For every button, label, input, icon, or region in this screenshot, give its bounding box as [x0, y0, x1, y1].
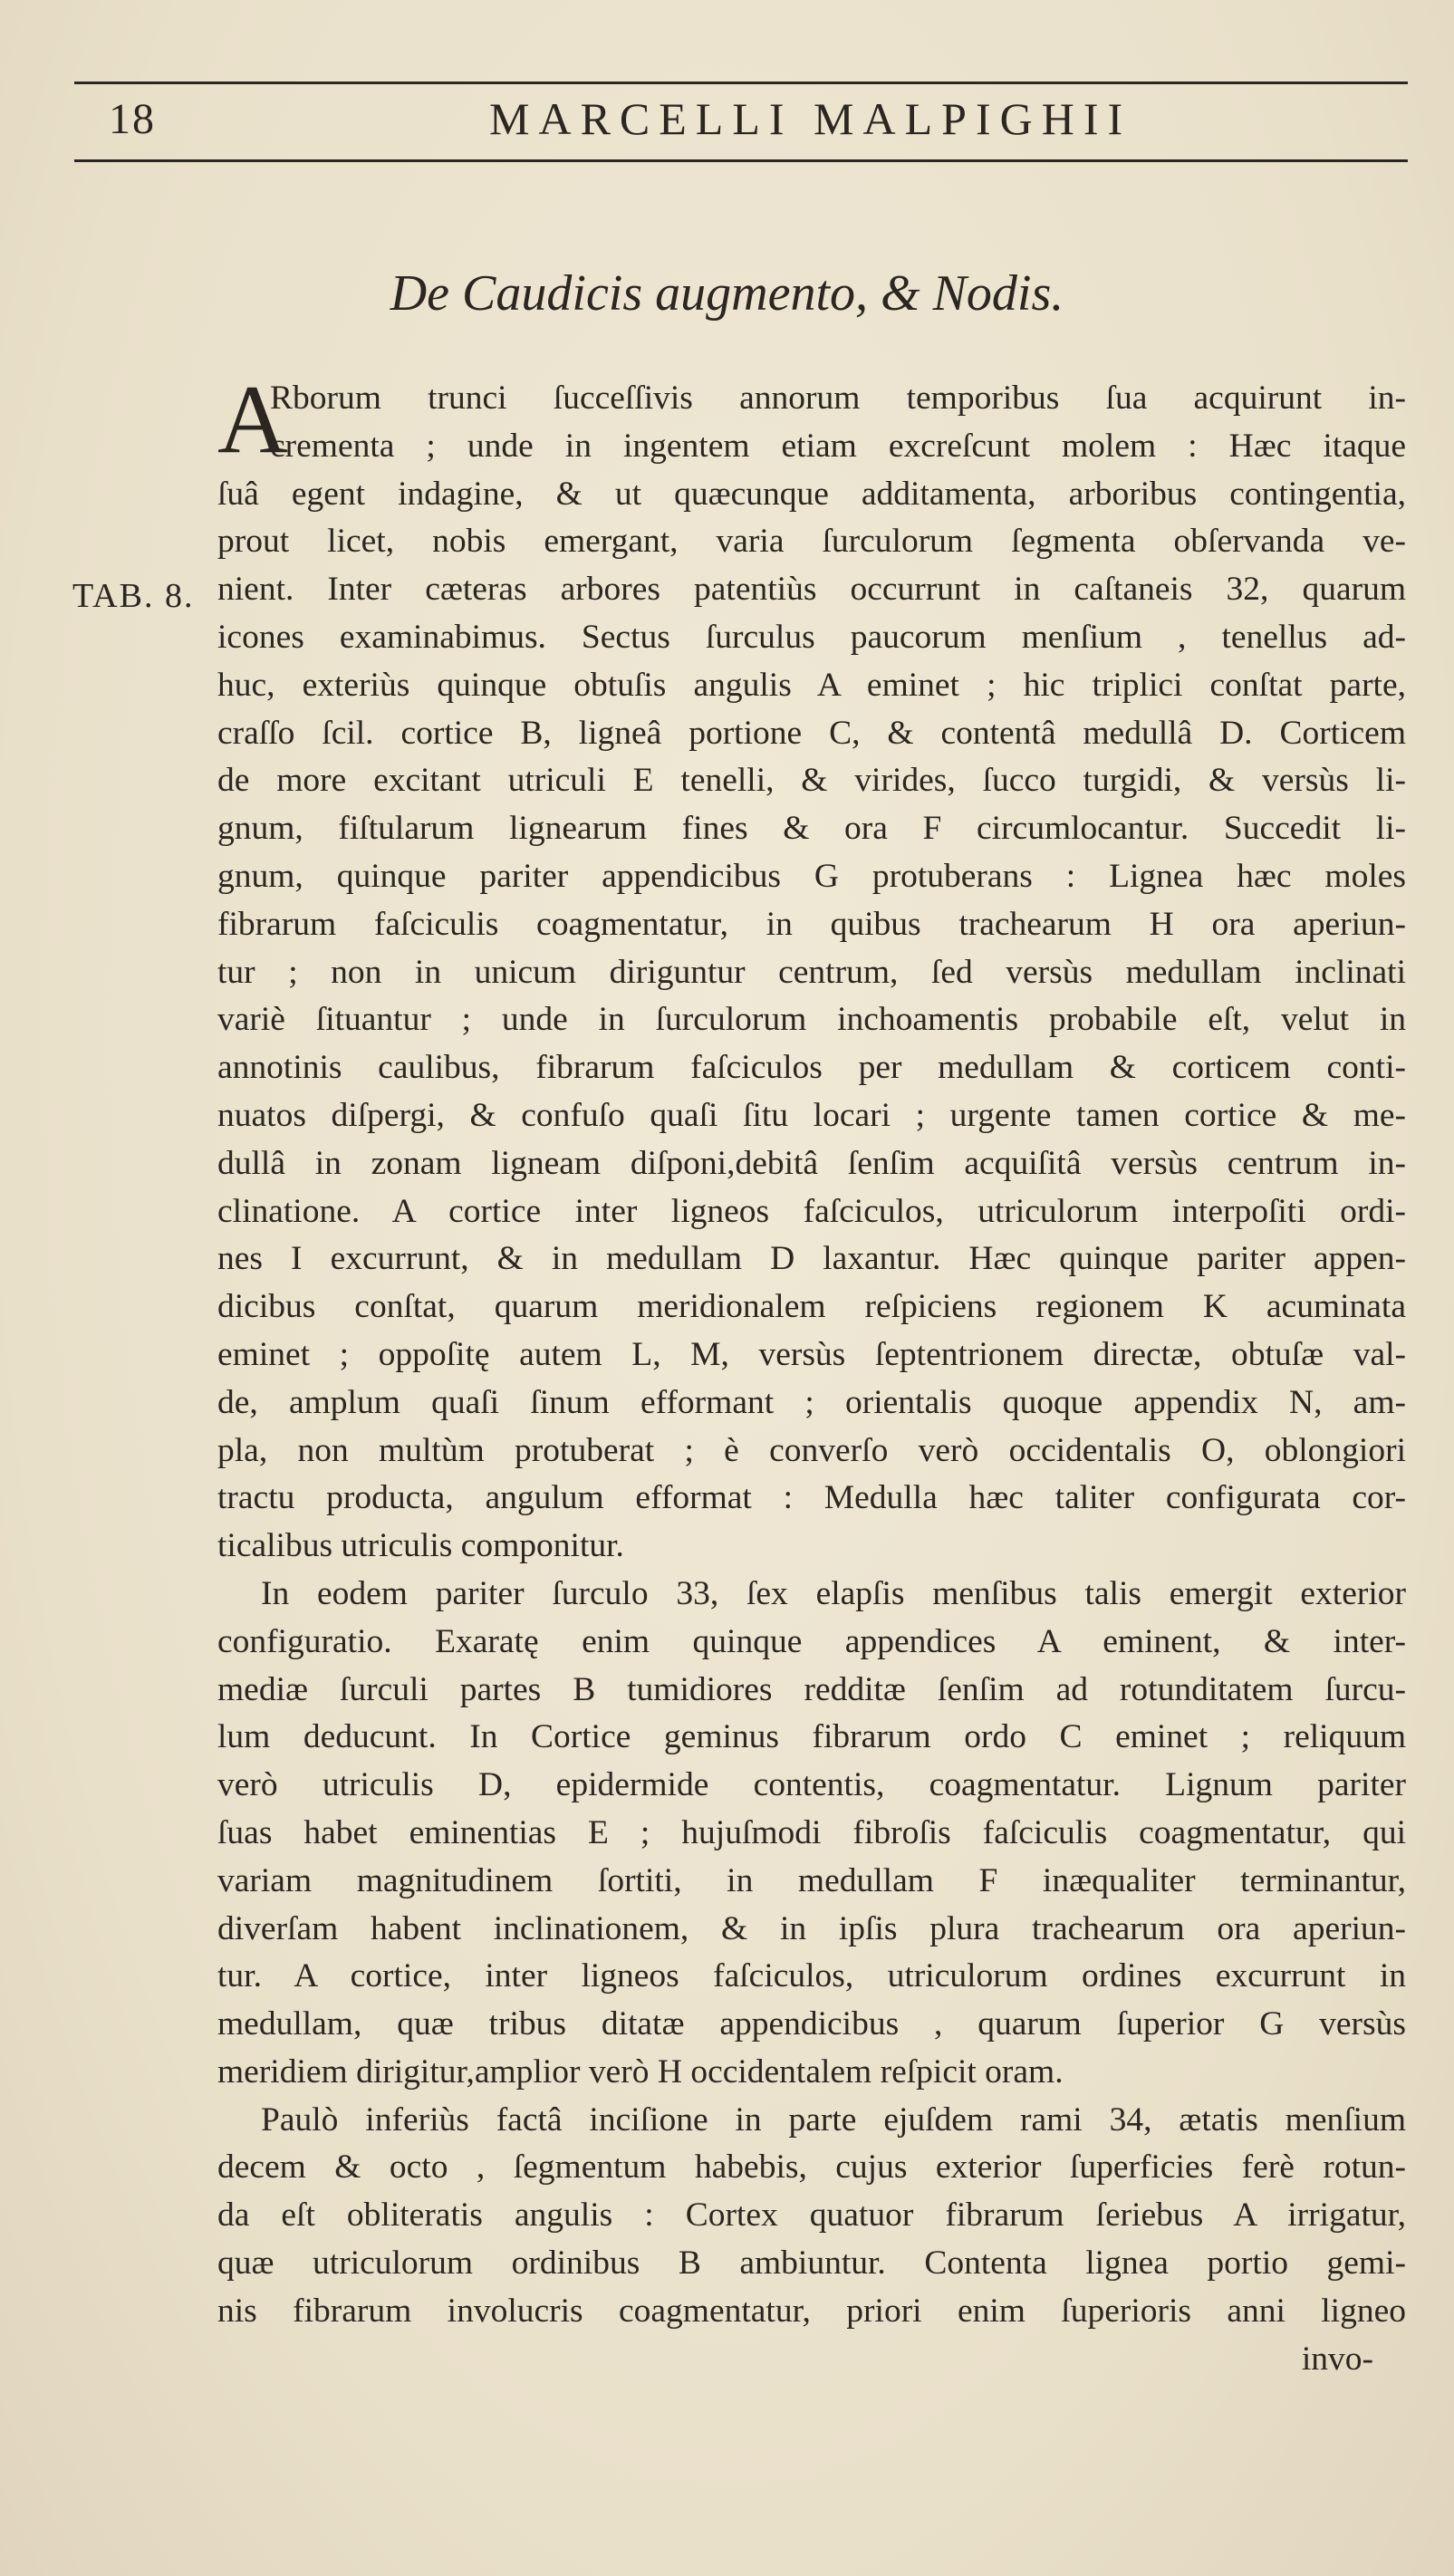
text-line: quæ utriculorum ordinibus B ambiuntur. Contenta lignea portio gemi-	[217, 2244, 1406, 2283]
catchword: invo-	[1301, 2340, 1373, 2378]
text-line: nes I excurrunt, & in medullam D laxantur. Hæc quinque pariter appen-	[217, 1240, 1406, 1278]
body-text	[217, 366, 1406, 2383]
text-line: ſuâ egent indagine, & ut quæcunque additamenta, arboribus contingentia,	[217, 475, 1406, 513]
text-line: nient. Inter cæteras arbores patentiùs occurrunt in caſtaneis 32, quarum	[217, 571, 1406, 609]
text-line: fibrarum faſciculis coagmentatur, in quibus trachearum H ora aperiun-	[217, 905, 1406, 943]
text-line: eminet ; oppoſitę autem L, M, versùs ſeptentrionem directæ, obtuſæ val-	[217, 1335, 1406, 1373]
text-line: pla, non multùm protuberat ; è converſo verò occidentalis O, oblongiori	[217, 1431, 1406, 1469]
text-line: configuratio. Exaratę enim quinque appendices A eminent, & inter-	[217, 1622, 1406, 1660]
text-line: clinatione. A cortice inter ligneos faſciculos, utriculorum interpoſiti ordi-	[217, 1192, 1406, 1230]
text-line: huc, exteriùs quinque obtuſis angulis A eminet ; hic triplici conſtat parte,	[217, 666, 1406, 704]
text-line: gnum, fiſtularum lignearum fines & ora F circumlocantur. Succedit li-	[217, 810, 1406, 848]
text-line: variè ſituantur ; unde in ſurculorum inchoamentis probabile eſt, velut in	[217, 1001, 1406, 1039]
text-line: dicibus conſtat, quarum meridionalem reſpiciens regionem K acuminata	[217, 1288, 1406, 1326]
text-line: Rborum trunci ſucceſſivis annorum temporibus ſua acquirunt in-	[270, 380, 1406, 417]
text-line: de more excitant utriculi E tenelli, & virides, ſucco turgidi, & versùs li-	[217, 762, 1406, 800]
text-line: decem & octo , ſegmentum habebis, cujus exterior ſuperficies ferè rotun-	[217, 2148, 1406, 2187]
page-number: 18	[109, 95, 156, 143]
running-head: MARCELLI MALPIGHII	[489, 93, 1132, 144]
text-line: da eſt obliteratis angulis : Cortex quatuor fibrarum ſeriebus A irrigatur,	[217, 2196, 1406, 2235]
text-line: medullam, quæ tribus ditatæ appendicibus , quarum ſuperior G versùs	[217, 2005, 1406, 2043]
text-line: tur. A cortice, inter ligneos faſciculos, utriculorum ordines excurrunt in	[217, 1957, 1406, 1995]
text-line: ſuas habet eminentias E ; hujuſmodi fibroſis faſciculis coagmentatur, qui	[217, 1813, 1406, 1851]
text-line: diverſam habent inclinationem, & in ipſis plura trachearum ora aperiun-	[217, 1909, 1406, 1947]
section-title: De Caudicis augmento, & Nodis.	[390, 265, 1064, 322]
text-line: craſſo ſcil. cortice B, ligneâ portione C, & contentâ medullâ D. Corticem	[217, 714, 1406, 752]
margin-note: TAB. 8.	[72, 577, 195, 615]
text-line: de, amplum quaſi ſinum efformant ; orientalis quoque appendix N, am-	[217, 1383, 1406, 1421]
text-line: crementa ; unde in ingentem etiam excreſcunt molem : Hæc itaque	[270, 427, 1406, 465]
text-line: lum deducunt. In Cortice geminus fibrarum ordo C eminet ; reliquum	[217, 1718, 1406, 1756]
text-line: tractu producta, angulum efformat : Medulla hæc taliter configurata cor-	[217, 1479, 1406, 1517]
drop-cap: A	[217, 366, 288, 474]
text-line: Paulò inferiùs factâ inciſione in parte ejuſdem rami 34, ætatis menſium	[261, 2100, 1406, 2139]
text-line: nuatos diſpergi, & confuſo quaſi ſitu locari ; urgente tamen cortice & me-	[217, 1096, 1406, 1134]
text-line: nis fibrarum involucris coagmentatur, priori enim ſuperioris anni ligneo	[217, 2292, 1406, 2330]
text-line: gnum, quinque pariter appendicibus G protuberans : Lignea hæc moles	[217, 857, 1406, 895]
text-line: tur ; non in unicum diriguntur centrum, ſed versùs medullam inclinati	[217, 953, 1406, 991]
text-line: verò utriculis D, epidermide contentis, coagmentatur. Lignum pariter	[217, 1766, 1406, 1804]
text-line: In eodem pariter ſurculo 33, ſex elapſis menſibus talis emergit exterior	[261, 1574, 1406, 1612]
text-line: mediæ ſurculi partes B tumidiores redditæ ſenſim ad rotunditatem ſurcu-	[217, 1670, 1406, 1708]
text-line: icones examinabimus. Sectus ſurculus paucorum menſium , tenellus ad-	[217, 618, 1406, 656]
text-line: dullâ in zonam ligneam diſponi,debitâ ſenſim acquiſitâ versùs centrum in-	[217, 1144, 1406, 1182]
text-line: variam magnitudinem ſortiti, in medullam F inæqualiter terminantur,	[217, 1861, 1406, 1899]
text-line: ticalibus utriculis componitur.	[217, 1527, 624, 1565]
header-bottom-rule	[74, 159, 1408, 162]
text-line: prout licet, nobis emergant, varia ſurculorum ſegmenta obſervanda ve-	[217, 523, 1406, 561]
text-line: annotinis caulibus, fibrarum faſciculos per medullam & corticem conti-	[217, 1049, 1406, 1087]
header-top-rule	[74, 82, 1408, 84]
text-line: meridiem dirigitur,amplior verò H occidentalem reſpicit oram.	[217, 2052, 1064, 2091]
